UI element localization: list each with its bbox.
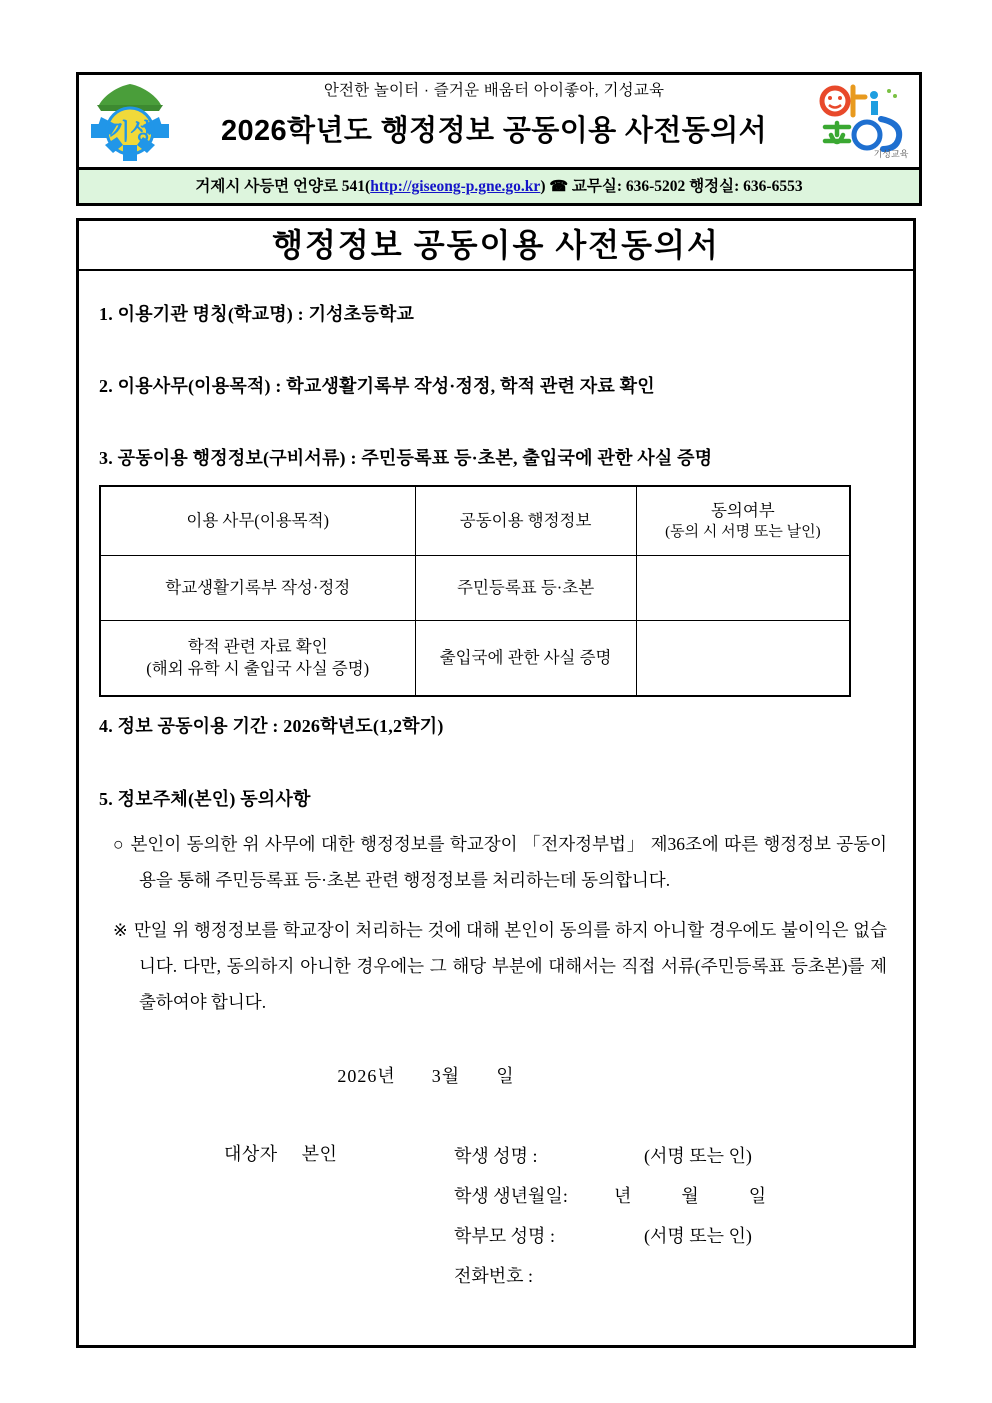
document-body	[79, 300, 913, 1326]
signature-area	[99, 1136, 893, 1326]
row1-consent-signature-cell[interactable]	[636, 556, 850, 621]
table-row	[100, 556, 850, 621]
signature-fields	[454, 1136, 894, 1296]
table-row	[100, 621, 850, 697]
aijoa-logo-icon	[815, 79, 911, 163]
parent-name-label: 학부모 성명 :	[454, 1226, 555, 1247]
letterhead-contact-bar	[79, 167, 919, 203]
letterhead-top	[79, 75, 919, 167]
letterhead-text	[179, 81, 809, 149]
signature-row-phone	[454, 1256, 894, 1296]
consent-item-agree	[113, 827, 887, 899]
document-title: 행정정보 공동이용 사전동의서	[79, 221, 913, 271]
shared-info-table	[99, 485, 851, 697]
table-header-consent	[636, 486, 850, 556]
table-header-purpose: 이용 사무(이용목적)	[100, 486, 415, 556]
admin-phone-label: 행정실:	[689, 178, 740, 195]
office-phone-number: 636-5202	[625, 178, 686, 195]
telephone-icon: ☎	[549, 179, 569, 195]
consent-item-notice-text: 만일 위 행정정보를 학교장이 처리하는 것에 대해 본인이 동의를 하지 아니할 경우에도 불이익은 없습니다. 다만, 동의하지 아니한 경우에는 그 해당 부분에 대해서는 직접 서류(주민등록표 등초본)를 제출하여야 합니다.	[133, 919, 887, 1012]
consent-form-document	[76, 218, 916, 1348]
signature-subject	[224, 1140, 337, 1166]
date-year: 2026년	[337, 1066, 396, 1087]
dob-month-unit: 월	[681, 1186, 699, 1207]
consent-bullet-asterisk-icon: ※	[113, 919, 128, 940]
row1-info: 주민등록표 등·초본	[415, 556, 636, 621]
date-day: 일	[496, 1066, 515, 1087]
row2-purpose	[100, 621, 415, 697]
signature-subject-label: 대상자	[224, 1144, 278, 1165]
consent-item-agree-text: 본인이 동의한 위 사무에 대한 행정정보를 학교장이 「전자정부법」 제36조에 따른 행정정보 공동이용을 통해 주민등록표 등·초본 관련 행정정보를 처리하는데 동의합니다.	[130, 834, 887, 890]
student-name-signature-note[interactable]: (서명 또는 인)	[644, 1146, 752, 1167]
dob-year-unit: 년	[614, 1186, 632, 1207]
phone-number-label: 전화번호 :	[454, 1266, 534, 1287]
signature-row-student-dob	[454, 1176, 894, 1216]
row2-consent-signature-cell[interactable]	[636, 621, 850, 697]
letterhead	[76, 72, 922, 206]
row2-purpose-main: 학적 관련 자료 확인	[187, 636, 328, 656]
row2-purpose-sub: (해외 유학 시 출입국 사실 증명)	[146, 659, 370, 678]
clause-consent-heading: 5. 정보주체(본인) 동의사항	[99, 789, 311, 809]
school-address-suffix: )	[540, 178, 546, 195]
office-phone-label: 교무실:	[571, 178, 623, 195]
signature-row-student-name	[454, 1136, 894, 1176]
table-header-consent-sub: (동의 시 서명 또는 날인)	[665, 524, 821, 540]
signature-subject-value: 본인	[301, 1144, 338, 1165]
table-header-info: 공동이용 행정정보	[415, 486, 636, 556]
letterhead-title: 2026학년도 행정정보 공동이용 사전동의서	[220, 115, 768, 148]
admin-phone-number: 636-6553	[743, 178, 803, 195]
table-header-row	[100, 486, 850, 556]
school-emblem-icon	[87, 79, 173, 163]
student-name-label: 학생 성명 :	[454, 1146, 538, 1167]
letterhead-tagline: 안전한 놀이터 · 즐거운 배움터 아이좋아, 기성교육	[323, 82, 665, 99]
parent-name-signature-note[interactable]: (서명 또는 인)	[644, 1226, 752, 1247]
date-line	[99, 1062, 893, 1088]
row2-info: 출입국에 관한 사실 증명	[415, 621, 636, 697]
consent-paragraphs	[99, 827, 893, 1020]
student-dob-units[interactable]	[614, 1176, 816, 1216]
dob-day-unit: 일	[748, 1186, 767, 1207]
row1-purpose: 학교생활기록부 작성·정정	[100, 556, 415, 621]
clause-period: 4. 정보 공동이용 기간 : 2026학년도(1,2학기)	[99, 716, 444, 736]
svg-text:기성: 기성	[108, 119, 152, 144]
clause-purpose: 2. 이용사무(이용목적) : 학교생활기록부 작성·정정, 학적 관련 자료 확인	[99, 376, 655, 396]
consent-item-notice	[113, 913, 887, 1021]
consent-bullet-circle-icon: ○	[113, 834, 125, 854]
school-address-prefix: 거제시 사등면 언양로 541(	[195, 178, 371, 195]
clause-institution-name: 1. 이용기관 명칭(학교명) : 기성초등학교	[99, 304, 415, 324]
clause-shared-info: 3. 공동이용 행정정보(구비서류) : 주민등록표 등·초본, 출입국에 관한 사실 증명	[99, 448, 713, 468]
student-dob-label: 학생 생년월일:	[454, 1186, 568, 1207]
signature-row-parent-name	[454, 1216, 894, 1256]
aijoa-logo-caption: 기성교육	[873, 149, 909, 159]
school-website-link[interactable]: http://giseong-p.gne.go.kr	[370, 178, 541, 195]
table-header-consent-main: 동의여부	[710, 500, 775, 520]
date-month: 3월	[431, 1066, 461, 1087]
